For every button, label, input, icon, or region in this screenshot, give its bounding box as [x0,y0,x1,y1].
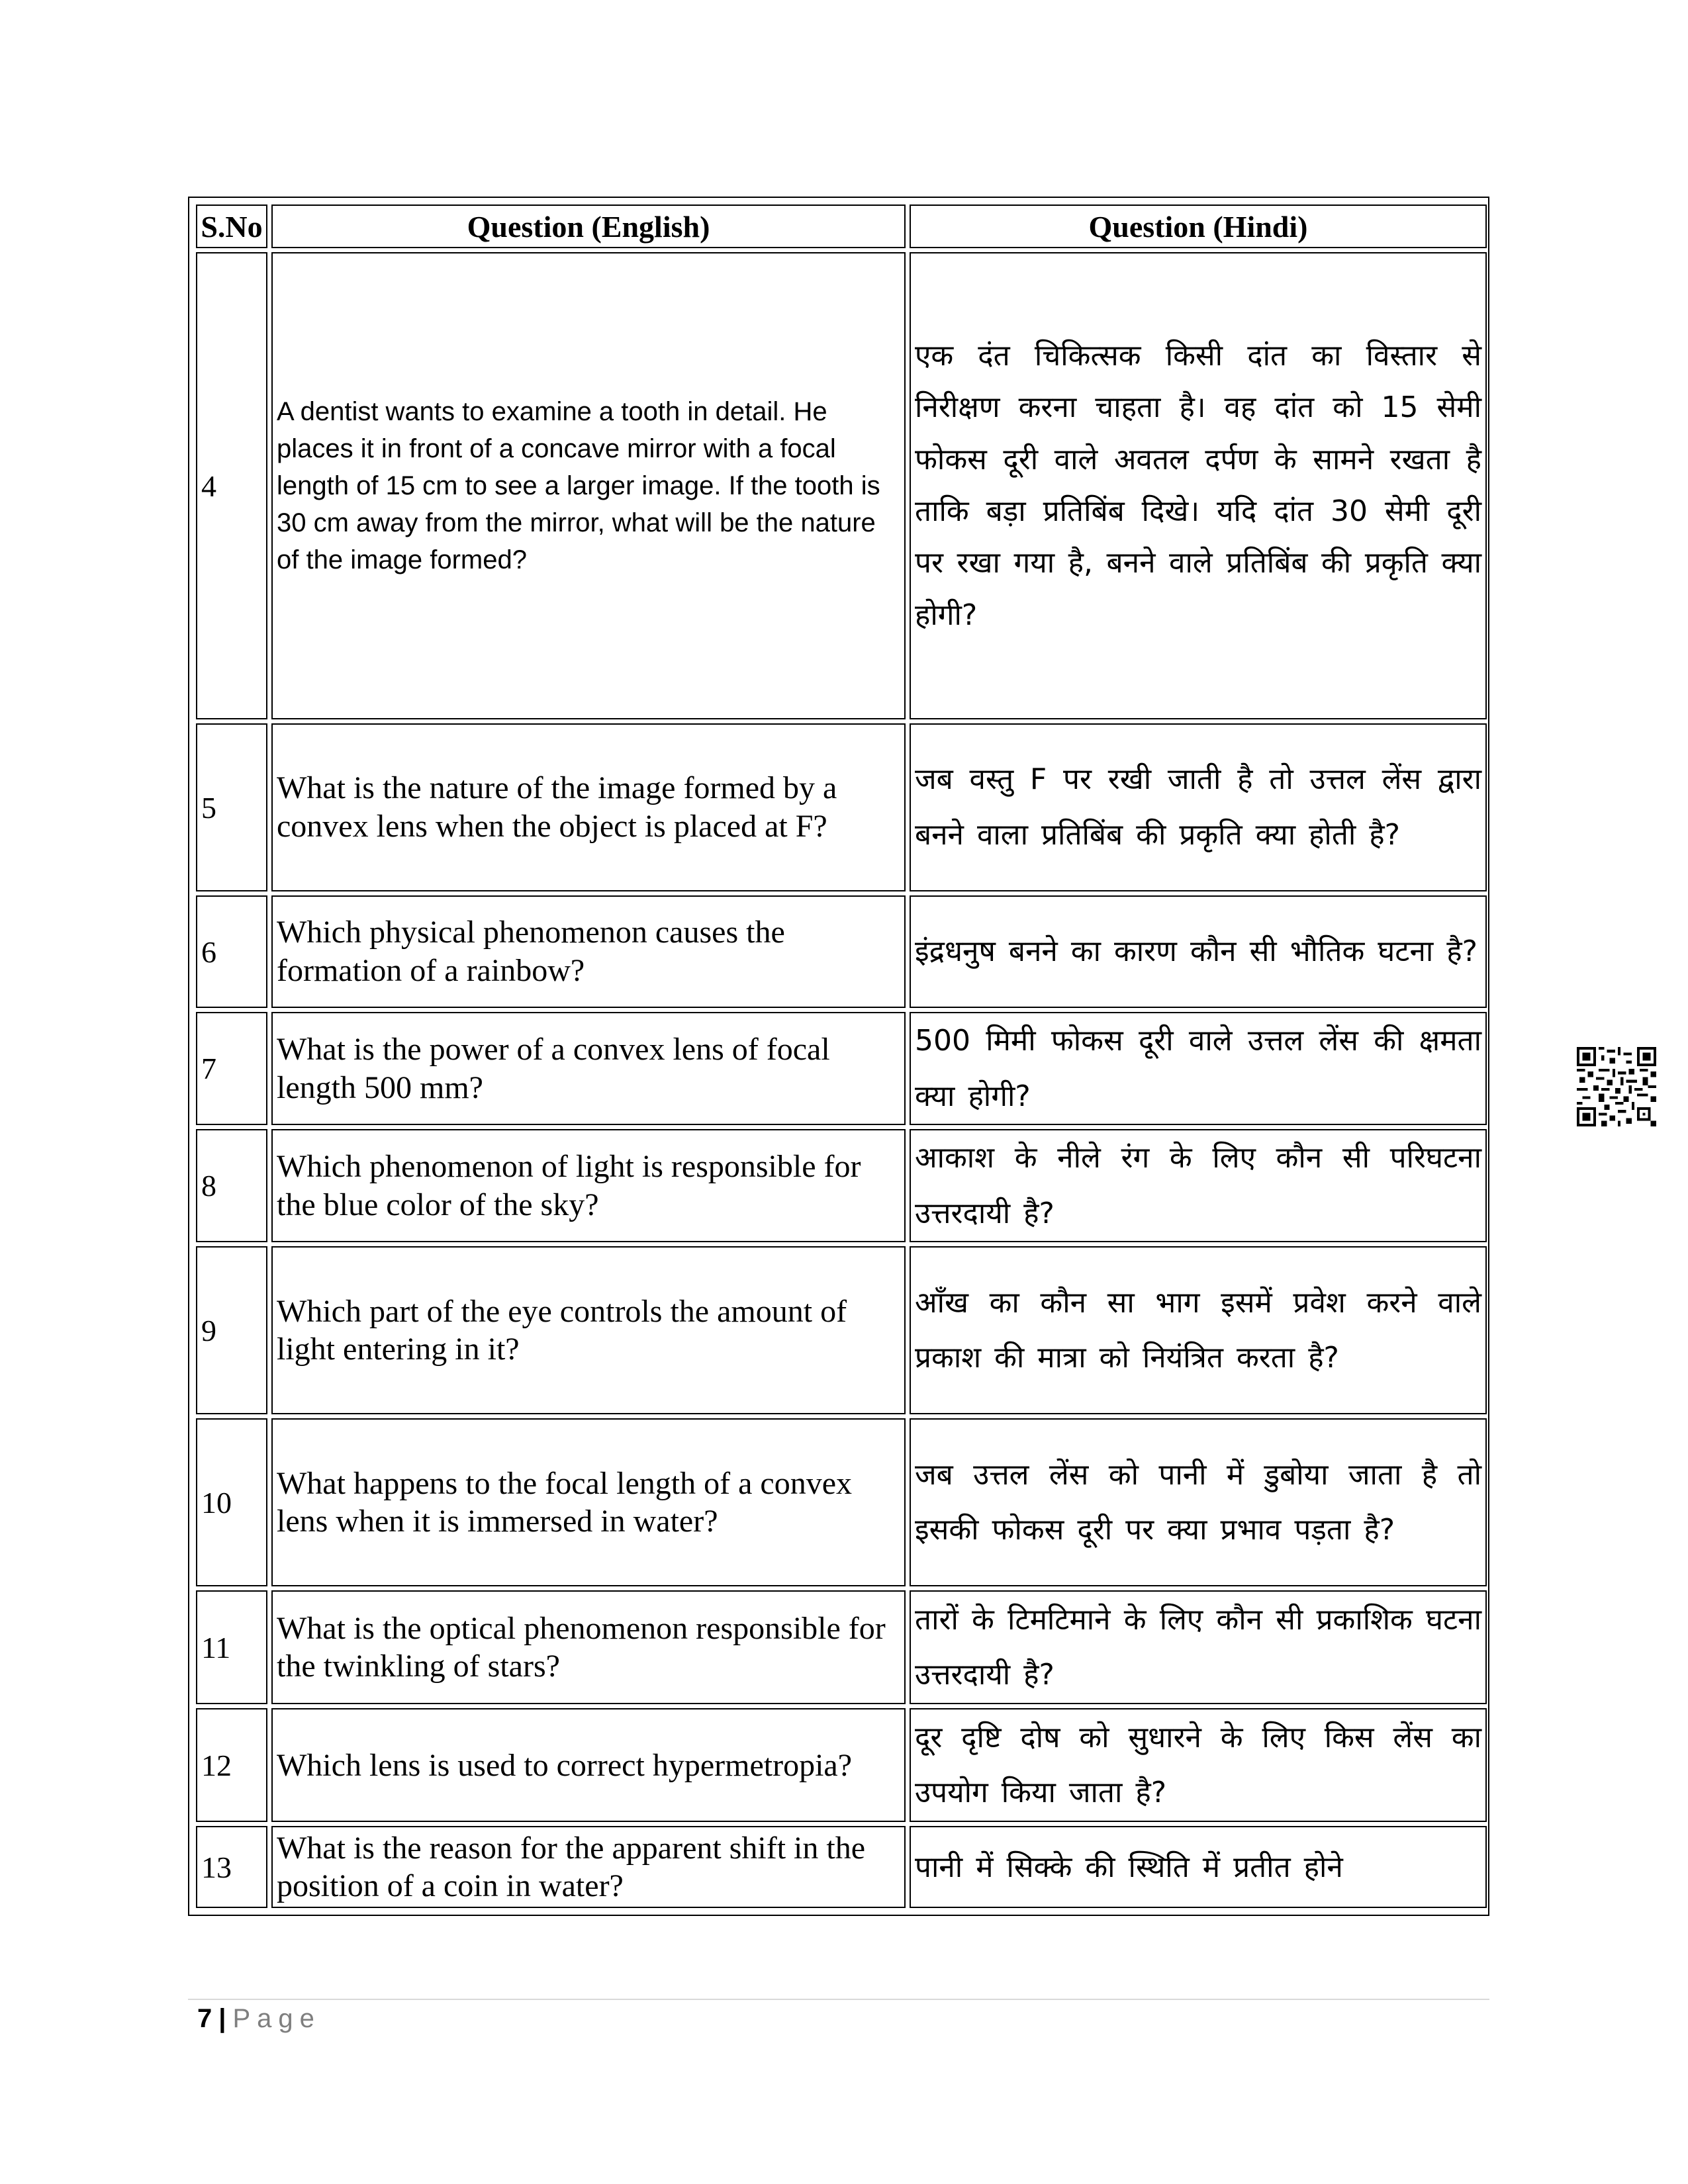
row-sno: 7 [196,1012,267,1125]
row-question-english: Which part of the eye controls the amount of light entering in it? [271,1246,906,1414]
row-question-hindi: 500 मिमी फोकस दूरी वाले उत्तल लेंस की क्षमता क्या होगी? [910,1012,1487,1125]
row-sno: 12 [196,1708,267,1822]
row-question-english: Which phenomenon of light is responsible for the blue color of the sky? [271,1129,906,1242]
row-question-hindi: पानी में सिक्के की स्थिति में प्रतीत होने [910,1826,1487,1908]
row-question-hindi: इंद्रधनुष बनने का कारण कौन सी भौतिक घटना है? [910,895,1487,1008]
table-row [196,252,1487,719]
row-sno: 9 [196,1246,267,1414]
row-question-english: What is the nature of the image formed by a convex lens when the object is placed at F? [271,723,906,891]
page-footer [197,2004,321,2034]
row-sno: 6 [196,895,267,1008]
table-row [196,1418,1487,1586]
row-sno: 4 [196,252,267,719]
row-question-english: What is the power of a convex lens of focal length 500 mm? [271,1012,906,1125]
row-question-hindi: जब उत्तल लेंस को पानी में डुबोया जाता है तो इसकी फोकस दूरी पर क्या प्रभाव पड़ता है? [910,1418,1487,1586]
row-question-hindi: दूर दृष्टि दोष को सुधारने के लिए किस लेंस का उपयोग किया जाता है? [910,1708,1487,1822]
row-question-hindi: जब वस्तु F पर रखी जाती है तो उत्तल लेंस द्वारा बनने वाला प्रतिबिंब की प्रकृति क्या होती है? [910,723,1487,891]
row-question-hindi: आँख का कौन सा भाग इसमें प्रवेश करने वाले प्रकाश की मात्रा को नियंत्रित करता है? [910,1246,1487,1414]
question-table-frame [188,197,1489,1916]
row-question-english: What happens to the focal length of a convex lens when it is immersed in water? [271,1418,906,1586]
table-row [196,1129,1487,1242]
qr-code-icon [1577,1047,1656,1126]
table-row [196,1246,1487,1414]
row-question-english: Which lens is used to correct hypermetropia? [271,1708,906,1822]
row-question-hindi: तारों के टिमटिमाने के लिए कौन सी प्रकाशिक घटना उत्तरदायी है? [910,1590,1487,1704]
page-label: Page [232,2004,321,2033]
row-question-hindi: आकाश के नीले रंग के लिए कौन सी परिघटना उत्तरदायी है? [910,1129,1487,1242]
row-question-english: What is the optical phenomenon responsible for the twinkling of stars? [271,1590,906,1704]
table-header-row [196,205,1487,248]
row-sno: 8 [196,1129,267,1242]
table-row [196,1012,1487,1125]
row-sno: 13 [196,1826,267,1908]
row-question-english: Which physical phenomenon causes the formation of a rainbow? [271,895,906,1008]
footer-divider [188,1999,1489,2000]
row-sno: 11 [196,1590,267,1704]
table-row [196,895,1487,1008]
table-row [196,723,1487,891]
table-row [196,1708,1487,1822]
question-table [192,201,1491,1912]
row-question-english: A dentist wants to examine a tooth in detail. He places it in front of a concave mirror with a focal length of 15 cm to see a larger image. If the tooth is 30 cm away from the mirror, what will be the nature of the image formed? [271,252,906,719]
row-question-english: What is the reason for the apparent shift in the position of a coin in water? [271,1826,906,1908]
row-question-hindi: एक दंत चिकित्सक किसी दांत का विस्तार से निरीक्षण करना चाहता है। वह दांत को 15 सेमी फोकस दूरी वाले अवतल दर्पण के सामने रखता है ताकि बड़ा प्रतिबिंब दिखे। यदि दांत 30 सेमी दूरी पर रखा गया है, बनने वाले प्रतिबिंब की प्रकृति क्या होगी? [910,252,1487,719]
header-sno: S.No [196,205,267,248]
header-english: Question (English) [271,205,906,248]
row-sno: 5 [196,723,267,891]
page-number: 7 [197,2004,212,2033]
table-row [196,1590,1487,1704]
table-row [196,1826,1487,1908]
row-sno: 10 [196,1418,267,1586]
footer-separator: | [218,2004,226,2033]
header-hindi: Question (Hindi) [910,205,1487,248]
